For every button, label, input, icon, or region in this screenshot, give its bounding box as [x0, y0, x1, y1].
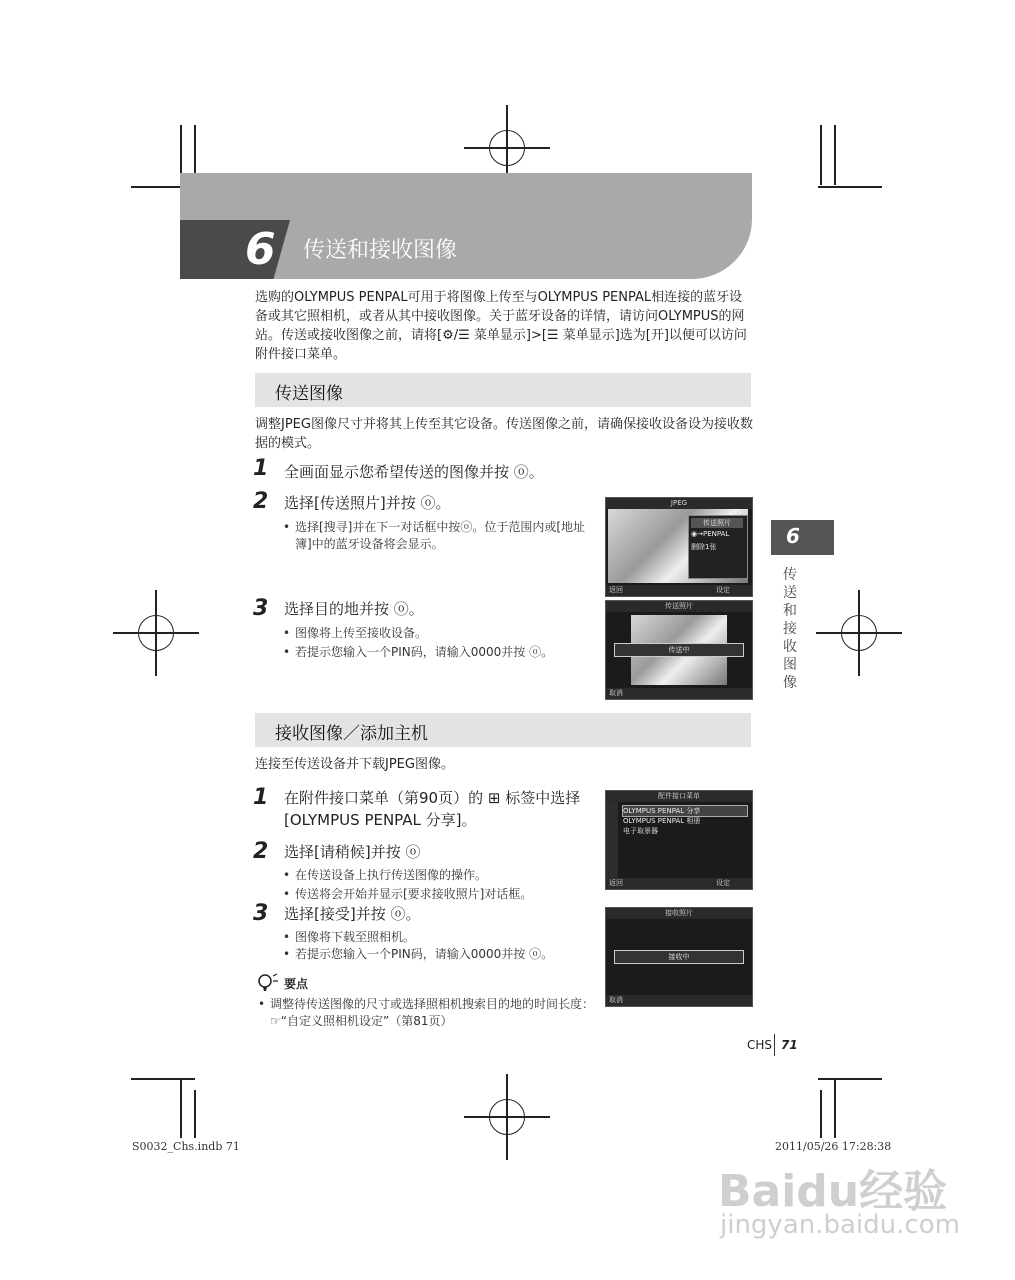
side-tab-number: 6: [786, 524, 800, 548]
print-file-name: S0032_Chs.indb 71: [132, 1140, 240, 1153]
status-text: 接收中: [668, 953, 690, 961]
registration-mark: [484, 125, 530, 171]
screen-bottom-bar: [606, 995, 752, 1006]
step-text: 在附件接口菜单（第90页）的 ⊞ 标签中选择[OLYMPUS PENPAL 分享]。: [284, 789, 581, 829]
step-text: 选择[传送照片]并按 ⓞ。: [284, 494, 451, 512]
section-header: [255, 713, 751, 747]
page-divider: [774, 1034, 775, 1056]
bullet-item: • 选择[搜寻]并在下一对话框中按ⓞ。位于范围内或[地址簿]中的蓝牙设备将会显示。: [295, 519, 593, 553]
bullet-item: • 传送将会开始并显示[要求接收照片]对话框。: [295, 886, 593, 903]
step-number: 2: [253, 839, 269, 864]
tips-title: 要点: [284, 977, 309, 991]
cancel-label: 取消: [609, 689, 623, 697]
registration-mark: [836, 610, 882, 656]
menu-item: OLYMPUS PENPAL 相册: [623, 817, 701, 825]
crop-mark: [180, 1078, 182, 1138]
progress-dialog: [614, 950, 744, 964]
screen-bottom-bar: [606, 878, 752, 889]
bullet-item: • 若提示您输入一个PIN码，请输入0000并按 ⓞ。: [295, 946, 593, 963]
step-text: 选择[接受]并按 ⓞ。: [284, 905, 421, 923]
step-number: 1: [253, 785, 269, 810]
step-text: 选择目的地并按 ⓞ。: [284, 600, 424, 618]
back-label: 返回: [609, 879, 623, 887]
status-text: 传送中: [668, 646, 690, 654]
crop-mark: [834, 125, 836, 185]
crop-mark: [818, 186, 882, 188]
screen-bottom-bar: [606, 585, 752, 596]
section-title: 接收图像／添加主机: [275, 724, 428, 744]
cancel-label: 取消: [609, 996, 623, 1004]
screen-popup-menu: [688, 515, 748, 579]
tips-text: • 调整待传送图像的尺寸或选择照相机搜索目的地的时间长度：☞“自定义照相机设定”（第81页）: [270, 996, 595, 1030]
menu-item: 传送照片: [691, 518, 743, 528]
crop-mark: [818, 1078, 882, 1080]
crop-mark: [820, 125, 822, 185]
set-label: 设定: [716, 879, 730, 887]
registration-mark: [133, 610, 179, 656]
crop-mark: [131, 1078, 195, 1080]
menu-item: 电子取景器: [623, 827, 658, 835]
camera-screen-accessory-menu: [605, 790, 753, 890]
step-text: 全画面显示您希望传送的图像并按 ⓞ。: [284, 463, 544, 481]
bullet-item: • 图像将下载至照相机。: [295, 929, 593, 946]
bullet-item: • 在传送设备上执行传送图像的操作。: [295, 867, 593, 884]
screen-bottom-bar: [606, 688, 752, 699]
section-title: 传送图像: [275, 384, 343, 404]
section-desc: 连接至传送设备并下载JPEG图像。: [255, 757, 454, 772]
page-number: 71: [781, 1038, 798, 1052]
step-number: 2: [253, 489, 269, 514]
menu-item: OLYMPUS PENPAL 分享: [622, 805, 748, 817]
section-header: [255, 373, 751, 407]
bullet-item: • 若提示您输入一个PIN码，请输入0000并按 ⓞ。: [295, 644, 593, 661]
crop-mark: [820, 1090, 822, 1138]
menu-tab-column: [606, 802, 618, 878]
step-number: 3: [253, 901, 269, 926]
menu-item: 删除1张: [691, 543, 717, 551]
camera-screen-sending: [605, 600, 753, 700]
step-number: 3: [253, 596, 269, 621]
screen-top-bar: 配件接口菜单: [606, 791, 752, 802]
watermark-url: jingyan.baidu.com: [720, 1210, 960, 1240]
chapter-title: 传送和接收图像: [303, 238, 458, 263]
step-number: 1: [253, 456, 269, 481]
chapter-side-tab: [771, 520, 834, 555]
camera-screen-receiving: [605, 907, 753, 1007]
crop-mark: [194, 1090, 196, 1138]
set-label: 设定: [716, 586, 730, 594]
screen-top-bar: JPEG: [606, 498, 752, 509]
progress-dialog: [614, 643, 744, 657]
screen-top-bar: 传送照片: [606, 601, 752, 612]
camera-screen-send-menu: [605, 497, 753, 597]
section-desc: 调整JPEG图像尺寸并将其上传至其它设备。传送图像之前，请确保接收设备设为接收数据的模式。: [255, 417, 753, 451]
crop-mark: [834, 1078, 836, 1138]
screen-top-bar: 接收照片: [606, 908, 752, 919]
chapter-number: 6: [245, 224, 276, 275]
language-label: CHS: [747, 1038, 773, 1052]
step-text: 选择[请稍候]并按 ⓞ: [284, 843, 421, 861]
print-timestamp: 2011/05/26 17:28:38: [775, 1140, 892, 1153]
intro-paragraph: 选购的OLYMPUS PENPAL可用于将图像上传至与OLYMPUS PENPAL相连接的蓝牙设备或其它照相机，或者从其中接收图像。关于蓝牙设备的详情，请访问OLYMPUS的网站。传送或接收图像之前，请将[⚙/☰ 菜单显示]>[☰ 菜单显示]选为[开]以便可以访问附件接口菜单。: [255, 290, 747, 362]
side-chapter-label: 传送和接收图像: [783, 567, 797, 691]
menu-item: ◉→PENPAL: [691, 530, 730, 538]
back-label: 返回: [609, 586, 623, 594]
watermark-logo: Baidu经验: [718, 1166, 948, 1217]
bullet-item: • 图像将上传至接收设备。: [295, 625, 593, 642]
lightbulb-icon: [255, 972, 279, 992]
registration-mark: [484, 1094, 530, 1140]
